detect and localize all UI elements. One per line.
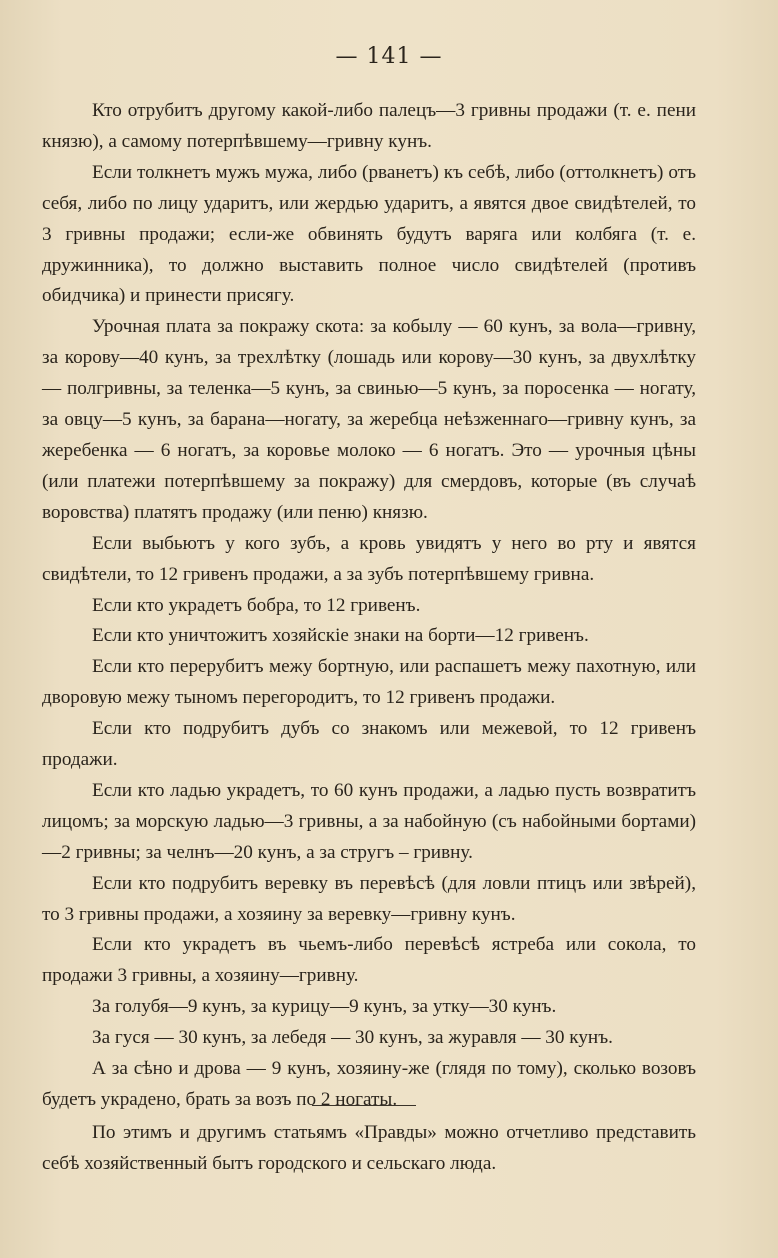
paragraph: Если кто украдетъ бобра, то 12 гривенъ. (92, 594, 421, 616)
paragraph: Если кто подрубитъ дубъ со знакомъ или межевой, то 12 гривенъ продажи. (42, 718, 696, 771)
paragraph: Если кто ладью украдетъ, то 60 кунъ продажи, а ладью пусть возвратитъ лицомъ; за морскую ладью—3 гривны, а за набойную (съ набойными бортами)—2 гривны; за челнъ—20 кунъ, а за стругъ – гривну. (42, 779, 696, 863)
page-number: — 141 — (335, 44, 443, 69)
paragraph: Урочная плата за покражу скота: за кобылу — 60 кунъ, за вола—гривну, за корову—40 кунъ, за трехлѣтку (лошадь или корову—30 кунъ, за двухлѣтку — полгривны, за теленка—5 кунъ, за свинью—5 кунъ, за поросенка — ногату, за овцу—5 кунъ, за барана—ногату, за жеребца неѣзженнаго—гривну кунъ, за жеребенка — 6 ногатъ, за коровье молоко — 6 ногатъ. Это — урочныя цѣны (или платежи потерпѣвшему за покражу) для смердовъ, которые (въ случаѣ воровства) платятъ продажу (или пеню) князю. (42, 316, 696, 523)
paragraph: За гуся — 30 кунъ, за лебедя — 30 кунъ, за журавля — 30 кунъ. (92, 1027, 613, 1049)
paragraph: Если кто украдетъ въ чьемъ-либо перевѣсѣ ястреба или сокола, то продажи 3 гривны, а хозяину—гривну. (42, 934, 696, 987)
paragraph: За голубя—9 кунъ, за курицу—9 кунъ, за утку—30 кунъ. (92, 996, 557, 1018)
closing-text (42, 1118, 696, 1180)
paragraph: А за сѣно и дрова — 9 кунъ, хозяину-же (глядя по тому), сколько возовъ будетъ украдено, брать за возъ по 2 ногаты. (42, 1058, 696, 1110)
paragraph: Кто отрубитъ другому какой-либо палецъ—3 гривны продажи (т. е. пени князю), а самому потерпѣвшему—гривну кунъ. (42, 100, 696, 152)
paragraph: Если выбьютъ у кого зубъ, а кровь увидятъ у него во рту и явятся свидѣтели, то 12 гривенъ продажи, а за зубъ потерпѣвшему гривна. (42, 532, 696, 585)
paragraph: Если кто подрубитъ веревку въ перевѣсѣ (для ловли птицъ или звѣрей), то 3 гривны продажи, а хозяину за веревку—гривну кунъ. (42, 872, 696, 925)
body-text (42, 96, 696, 1116)
paragraph: Если кто перерубитъ межу бортную, или распашетъ межу пахотную, или дворовую межу тыномъ перегородитъ, то 12 гривенъ продажи. (42, 656, 696, 709)
paragraph: Если кто уничтожитъ хозяйскіе знаки на борти—12 гривенъ. (92, 625, 589, 647)
paragraph: Если толкнетъ мужъ мужа, либо (рванетъ) къ себѣ, либо (оттолкнетъ) отъ себя, либо по лицу ударитъ, или жердью ударитъ, а явятся двое свидѣтелей, то 3 гривны продажи; если-же обвинять будутъ варяга или колбяга (т. е. дружинника), то должно выставить полное число свидѣтелей (противъ обидчика) и принести присягу. (42, 161, 696, 307)
section-divider (312, 1105, 416, 1106)
closing-paragraph: По этимъ и другимъ статьямъ «Правды» можно отчетливо представить себѣ хозяйственный бытъ городского и сельскаго люда. (42, 1122, 696, 1174)
